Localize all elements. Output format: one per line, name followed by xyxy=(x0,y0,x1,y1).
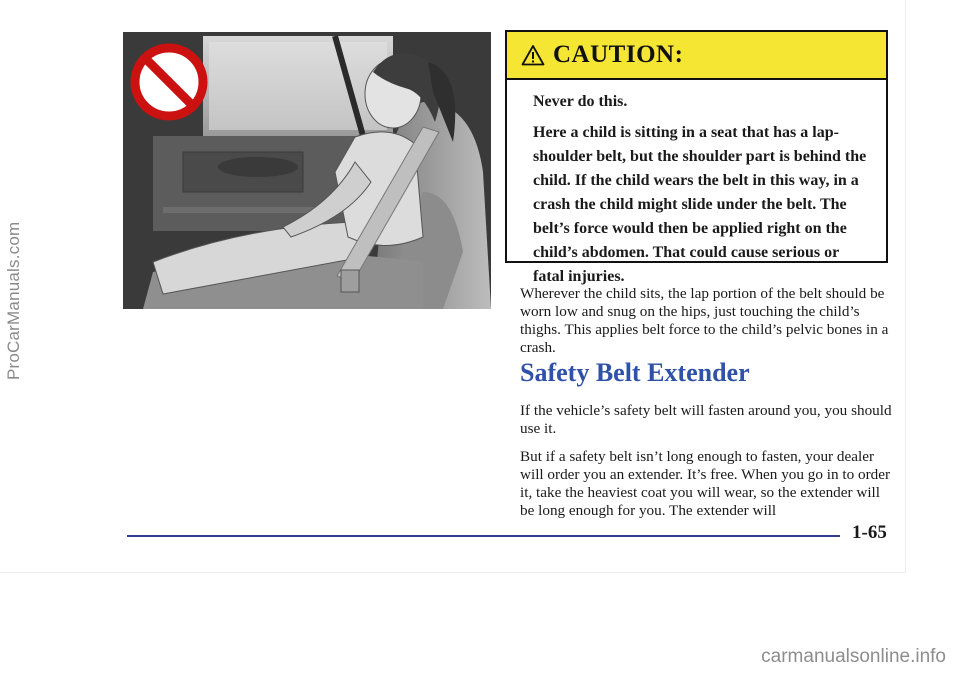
body-paragraph-use-belt: If the vehicle’s safety belt will fasten around you, you should use it. xyxy=(520,402,892,437)
illustration-child-seatbelt xyxy=(123,32,491,309)
body-paragraph-lap-portion: Wherever the child sits, the lap portion of the belt should be worn low and snug on the hips, just touching the child’s thighs. This applies belt force to the child’s pelvic bones in a crash. xyxy=(520,285,889,356)
caution-header xyxy=(507,32,886,80)
caution-paragraph-2: Here a child is sitting in a seat that has a lap-shoulder belt, but the shoulder part is behind the child. If the child wears the belt in this way, in a crash the child might slide under the belt. The belt’s force would then be applied right on the child’s abdomen. That could cause serious or fatal injuries. xyxy=(533,124,867,285)
section-heading: Safety Belt Extender xyxy=(520,358,750,387)
caution-body xyxy=(507,80,886,289)
body-paragraph-extender: But if a safety belt isn’t long enough to fasten, your dealer will order you an extender. It’s free. When you go in to order it, take the heaviest coat you will wear, so the extender will be long enough for you. The extender will xyxy=(520,448,891,519)
illustration-drawing xyxy=(123,32,491,309)
caution-title: CAUTION: xyxy=(553,41,684,68)
caution-box xyxy=(505,30,888,285)
warning-triangle-icon xyxy=(521,44,545,66)
side-watermark: ProCarManuals.com xyxy=(4,221,23,380)
footer-rule xyxy=(127,535,840,537)
footer-watermark: carmanualsonline.info xyxy=(761,646,946,667)
page-number: 1-65 xyxy=(852,522,887,543)
caution-paragraph-1: Never do this. xyxy=(533,93,628,110)
